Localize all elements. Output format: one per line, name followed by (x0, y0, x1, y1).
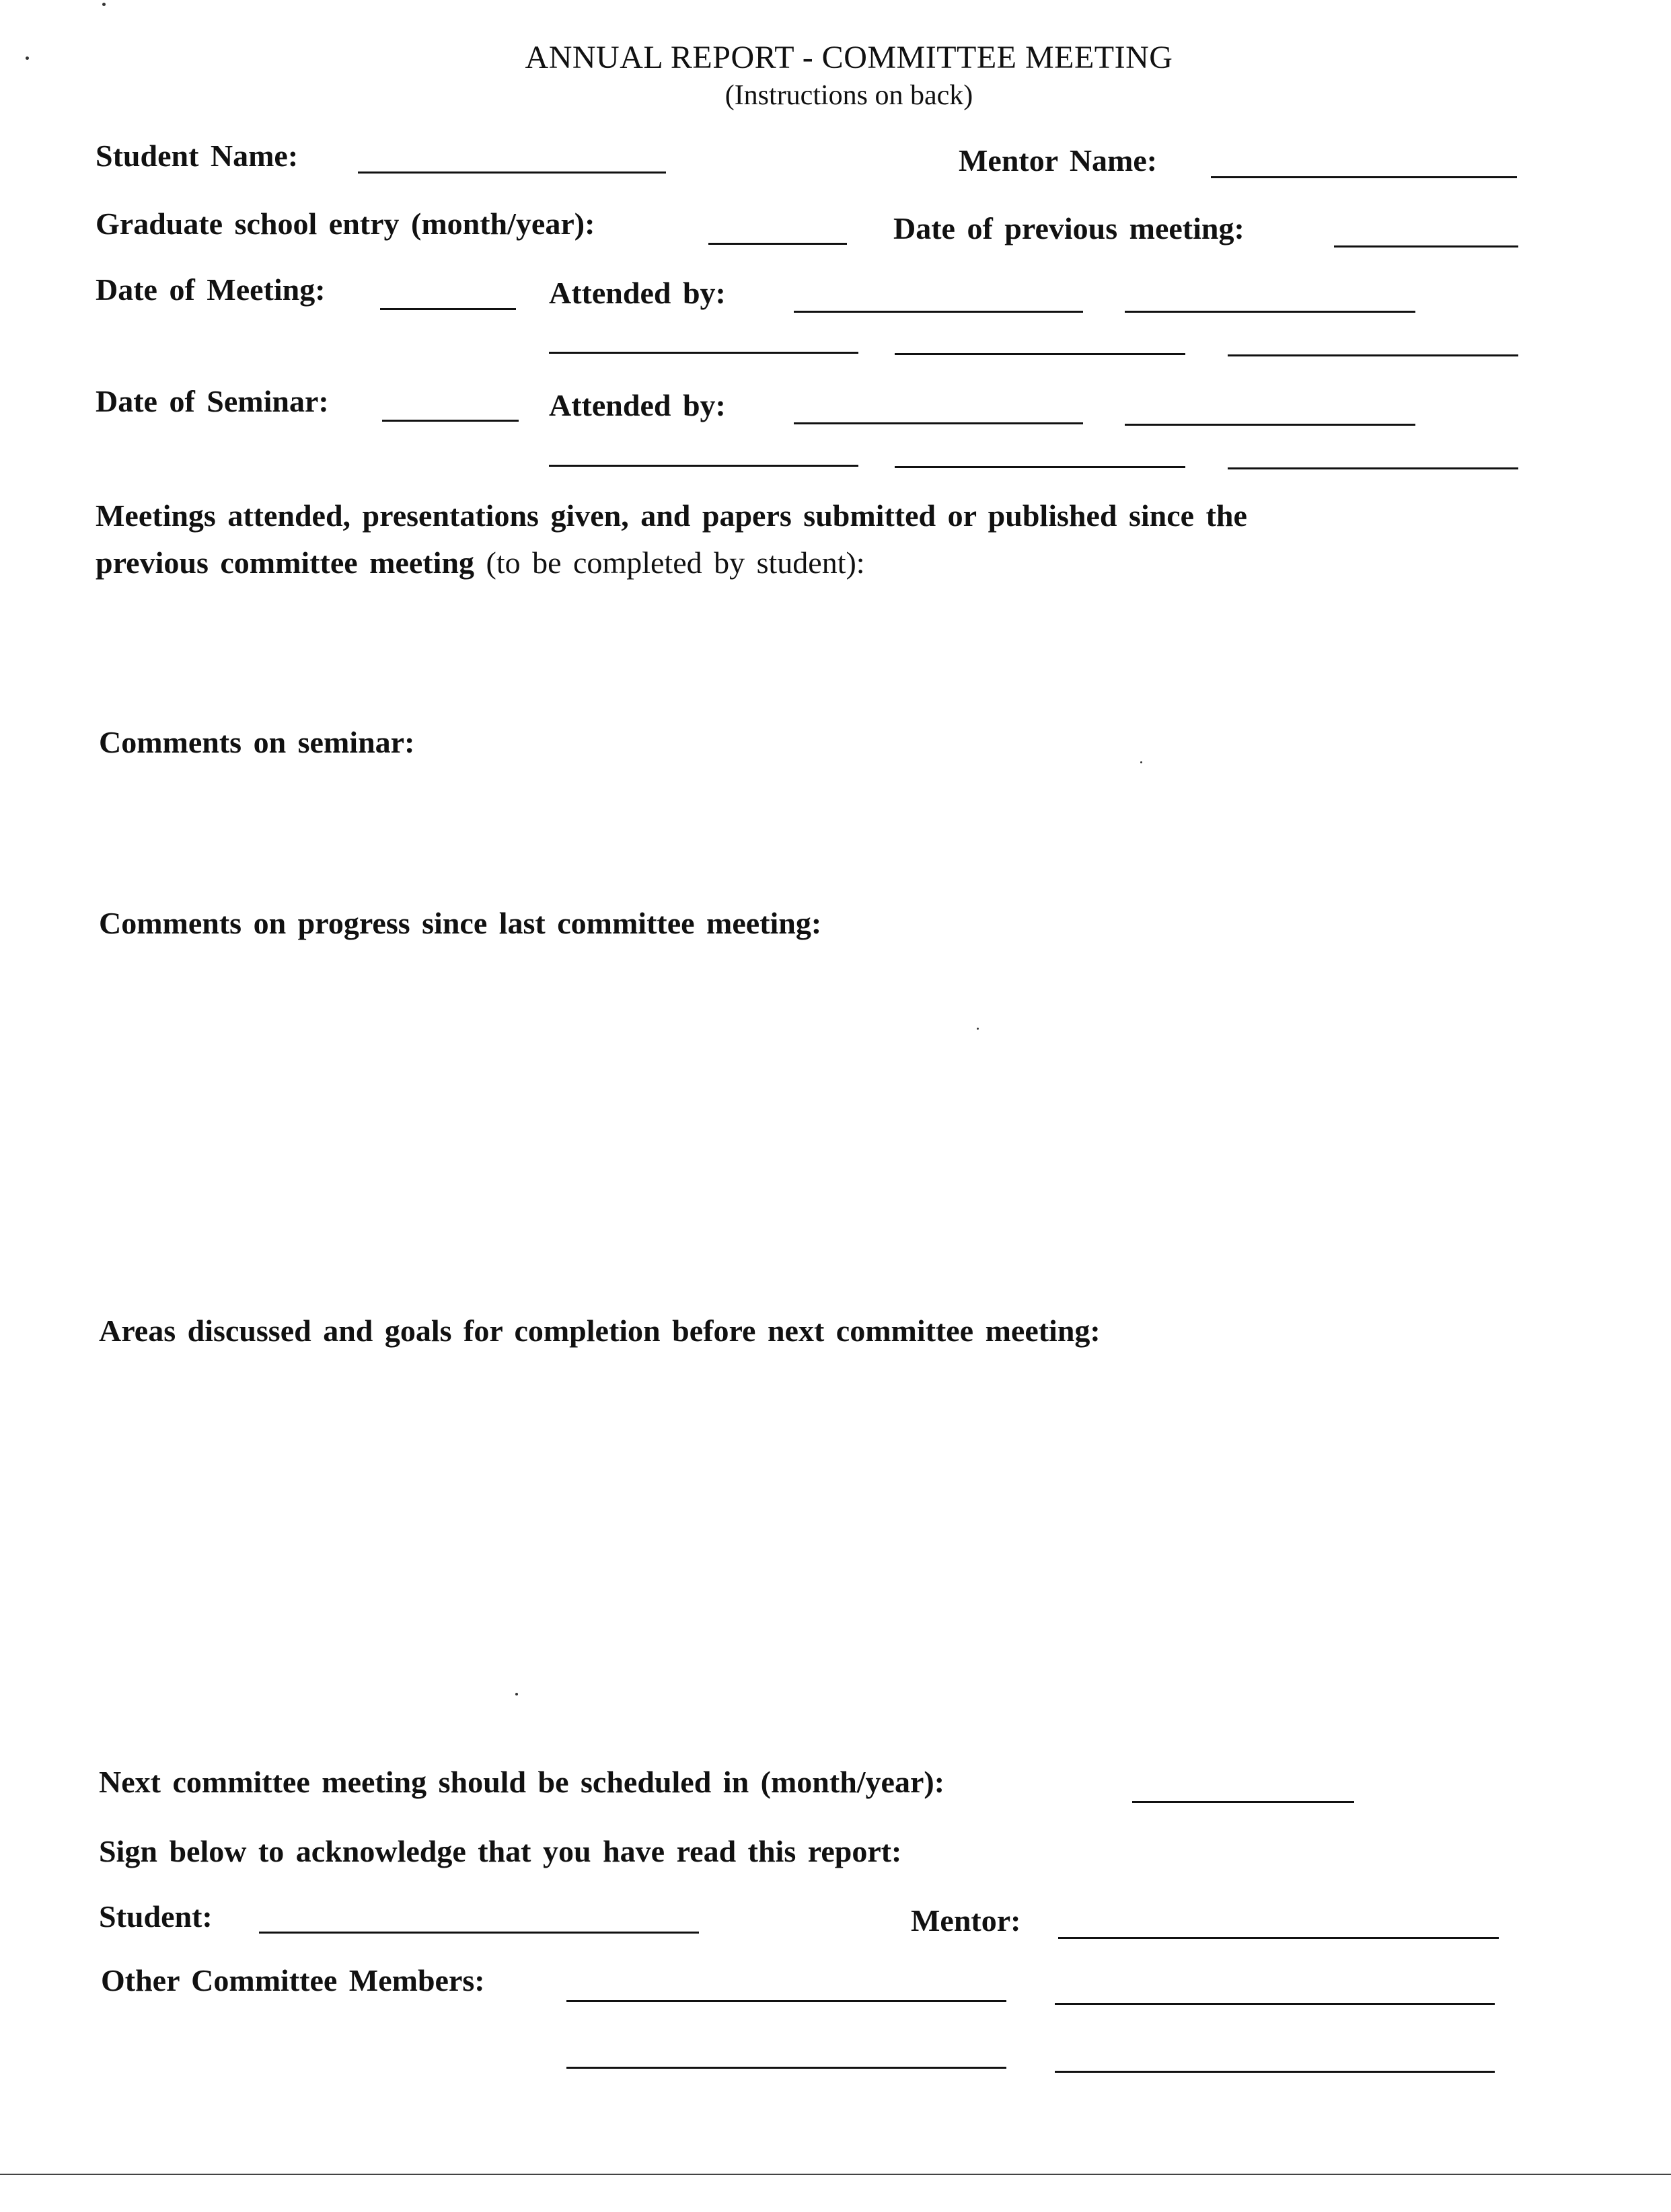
previous-meeting-date-field[interactable] (1334, 245, 1518, 247)
student-name-label: Student Name: (96, 139, 299, 173)
next-meeting-label: Next committee meeting should be scheduled in (month/year): (99, 1765, 945, 1799)
scan-speck (515, 1693, 518, 1695)
previous-meeting-date-label: Date of previous meeting: (893, 211, 1245, 245)
mentor-name-field[interactable] (1211, 176, 1517, 178)
meeting-attendee-field-1[interactable] (794, 311, 1083, 313)
meeting-date-field[interactable] (380, 308, 516, 310)
mentor-name-label: Mentor Name: (959, 143, 1158, 178)
meeting-attendee-field-3[interactable] (549, 352, 858, 354)
student-signature-label: Student: (99, 1899, 213, 1934)
meeting-attendee-field-4[interactable] (895, 353, 1185, 355)
seminar-comments-heading: Comments on seminar: (99, 725, 415, 759)
scan-speck (102, 3, 106, 6)
report-title: ANNUAL REPORT - COMMITTEE MEETING (525, 40, 1173, 75)
next-meeting-field[interactable] (1132, 1801, 1354, 1803)
seminar-date-label: Date of Seminar: (96, 384, 329, 418)
student-signature-field[interactable] (259, 1932, 699, 1934)
seminar-attendee-field-2[interactable] (1125, 424, 1415, 426)
grad-entry-field[interactable] (708, 243, 847, 245)
report-subtitle: (Instructions on back) (725, 80, 973, 111)
meeting-attendee-field-2[interactable] (1125, 311, 1415, 313)
member-signature-field-4[interactable] (1055, 2071, 1495, 2073)
seminar-date-field[interactable] (382, 420, 519, 422)
goals-heading: Areas discussed and goals for completion before next committee meeting: (99, 1313, 1101, 1348)
meetings-heading-bold: previous committee meeting (96, 545, 474, 580)
mentor-signature-label: Mentor: (911, 1903, 1021, 1938)
meetings-heading-note: (to be completed by student): (486, 545, 865, 580)
seminar-attendee-field-3[interactable] (549, 465, 858, 467)
seminar-attendee-field-1[interactable] (794, 422, 1083, 424)
meeting-attended-by-label: Attended by: (549, 276, 726, 310)
page-bottom-rule (0, 2174, 1671, 2175)
acknowledge-text: Sign below to acknowledge that you have read this report: (99, 1834, 902, 1868)
seminar-attended-by-label: Attended by: (549, 388, 726, 422)
scan-speck (1140, 761, 1142, 763)
meetings-section-heading-line1: Meetings attended, presentations given, and papers submitted or published since the (96, 498, 1247, 533)
other-members-label: Other Committee Members: (101, 1963, 485, 1997)
student-name-field[interactable] (358, 171, 666, 174)
meeting-attendee-field-5[interactable] (1228, 354, 1518, 356)
scan-speck (26, 56, 29, 60)
grad-entry-label: Graduate school entry (month/year): (96, 206, 595, 241)
meeting-date-label: Date of Meeting: (96, 272, 326, 307)
mentor-signature-field[interactable] (1058, 1937, 1499, 1939)
seminar-attendee-field-5[interactable] (1228, 467, 1518, 469)
member-signature-field-2[interactable] (1055, 2003, 1495, 2005)
meetings-section-heading-line2 (96, 545, 865, 580)
seminar-attendee-field-4[interactable] (895, 466, 1185, 468)
member-signature-field-1[interactable] (566, 2000, 1006, 2002)
scan-speck (977, 1028, 979, 1030)
member-signature-field-3[interactable] (566, 2067, 1006, 2069)
progress-comments-heading: Comments on progress since last committee meeting: (99, 906, 822, 940)
